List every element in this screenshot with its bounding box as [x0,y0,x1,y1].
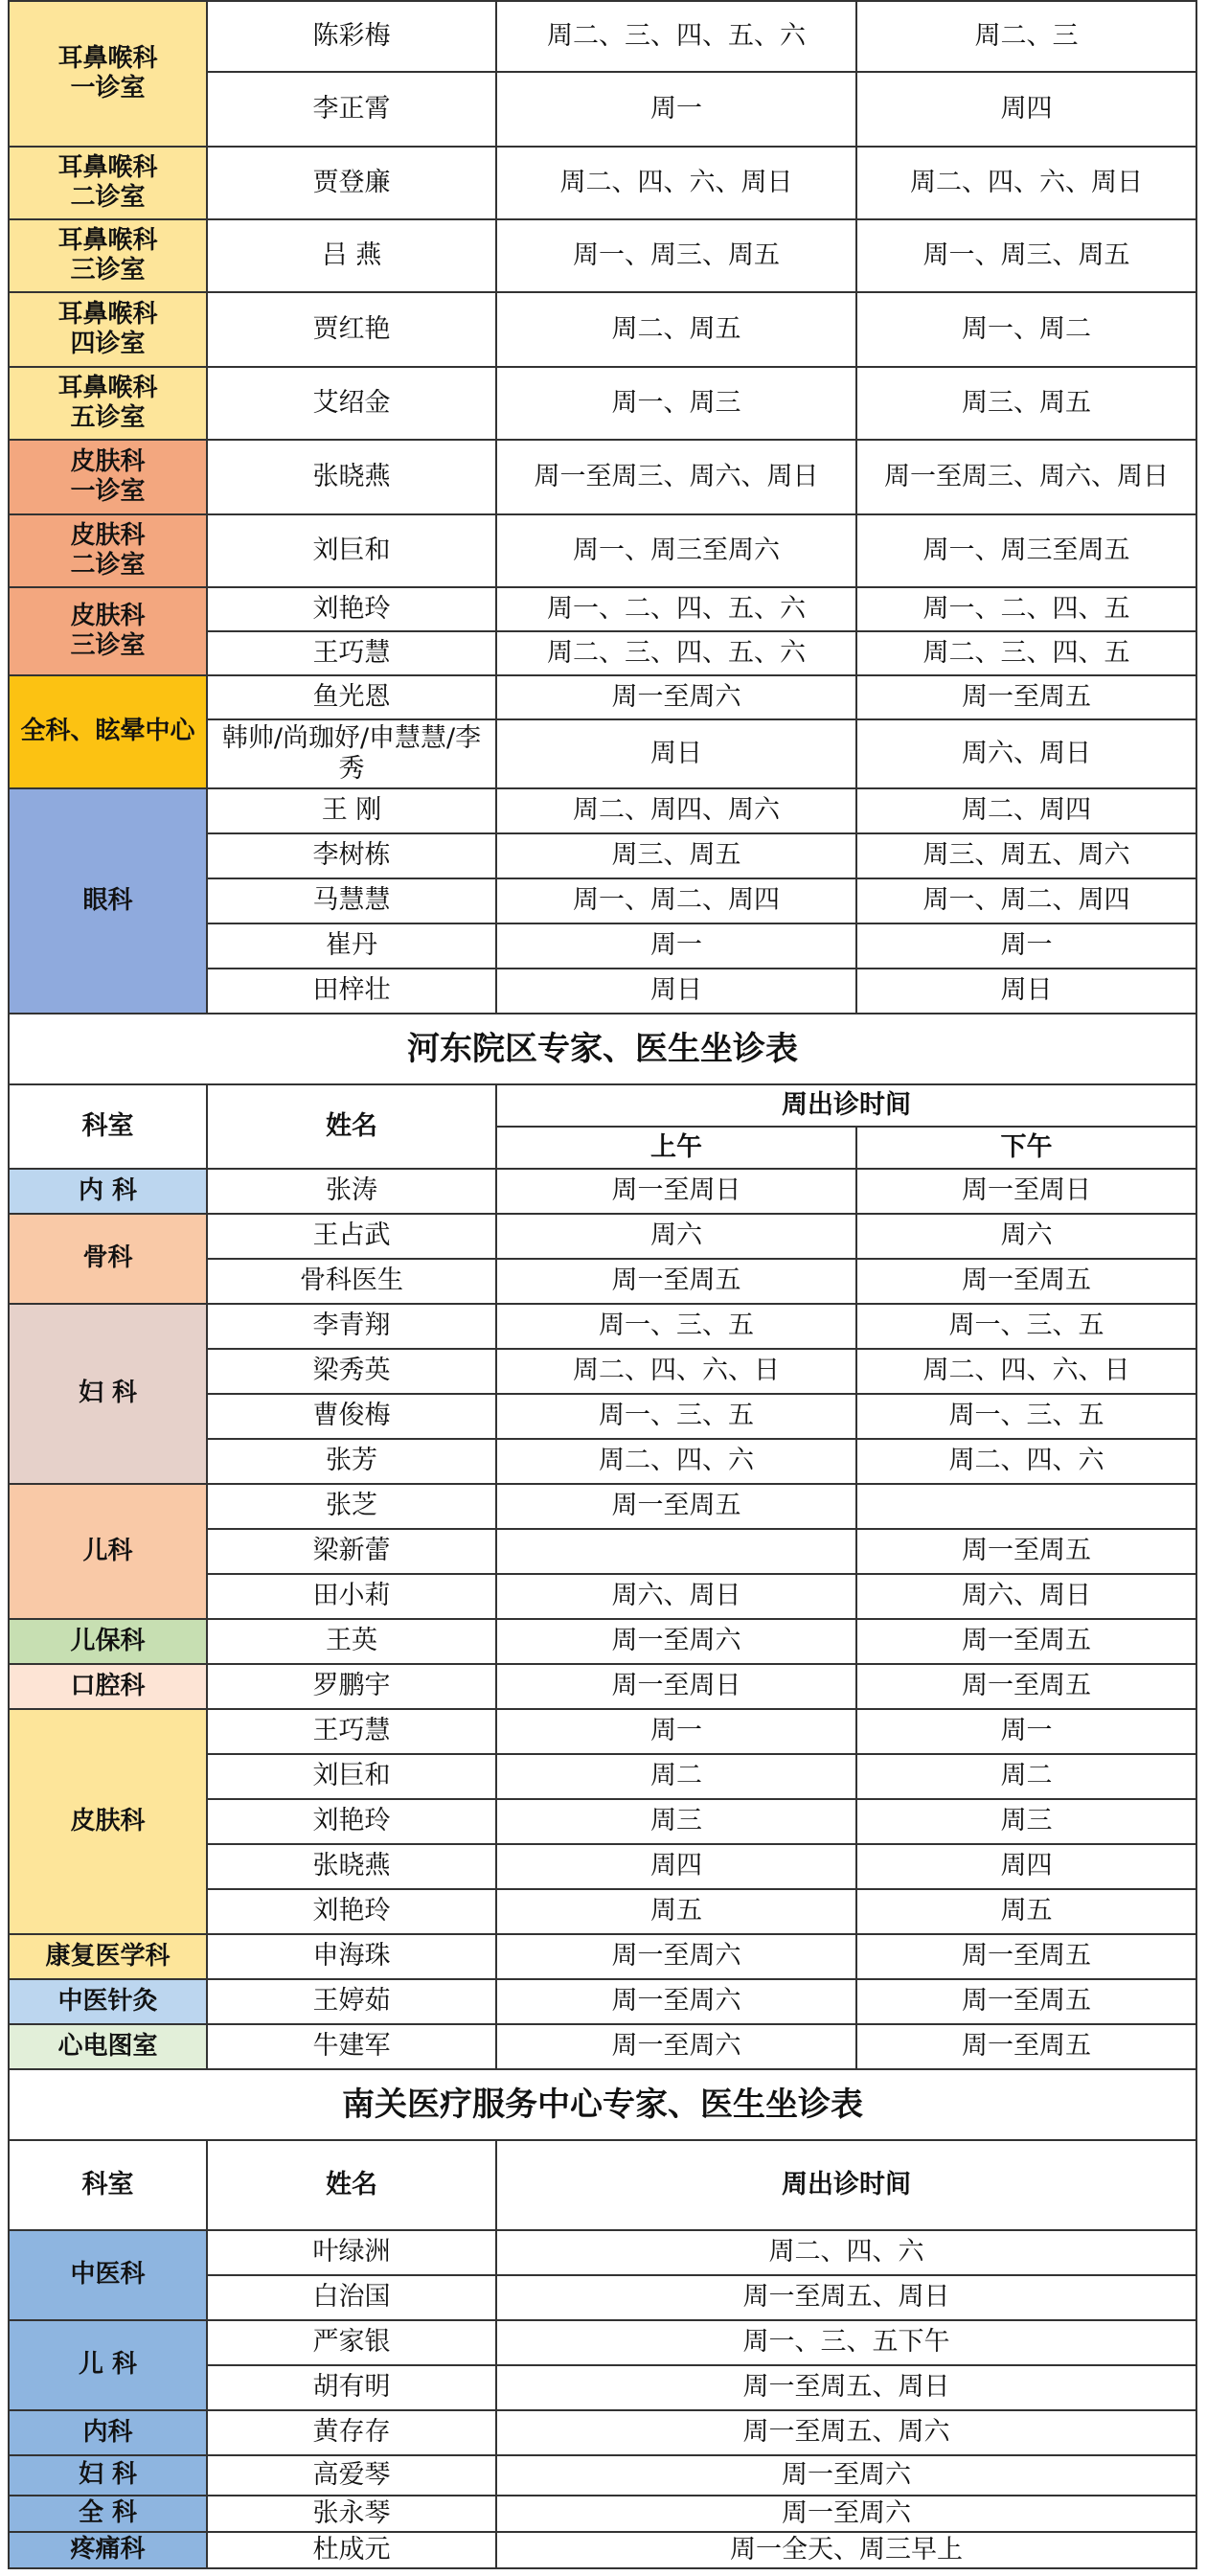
table-row [9,2410,1196,2455]
am-schedule: 周四 [496,1844,856,1889]
pm-schedule: 周二、周四 [856,788,1196,833]
am-schedule: 周一至周六 [496,1979,856,2024]
doctor-name: 张涛 [207,1169,496,1214]
dept-cell: 耳鼻喉科 二诊室 [9,147,207,219]
doctor-name: 贾登廉 [207,147,496,219]
doctor-name: 白治国 [207,2275,496,2320]
schedule: 周一全天、周三早上 [496,2532,1196,2568]
am-schedule: 周二、周五 [496,292,856,367]
pm-schedule: 周六 [856,1214,1196,1259]
am-schedule: 周一 [496,72,856,147]
doctor-name: 王巧慧 [207,1709,496,1754]
doctor-name: 曹俊梅 [207,1394,496,1439]
dept-cell: 儿科 [9,1484,207,1619]
dept-cell: 内科 [9,2410,207,2455]
dept-cell: 眼科 [9,788,207,1014]
doctor-name: 吕 燕 [207,219,496,292]
pm-schedule: 周一至周五 [856,1934,1196,1979]
dept-cell: 中医针灸 [9,1979,207,2024]
table-row [9,440,1196,514]
table-row [9,788,1196,833]
am-schedule: 周二、四、六、日 [496,1349,856,1394]
am-schedule: 周二、周四、周六 [496,788,856,833]
am-schedule: 周一、周三至周六 [496,514,856,587]
pm-schedule: 周一、周二、周四 [856,878,1196,923]
header-time: 周出诊时间 [496,1084,1196,1127]
pm-schedule: 周一至周五 [856,1529,1196,1574]
dept-cell: 耳鼻喉科 一诊室 [9,1,207,147]
table-row [9,1,1196,72]
doctor-name: 王巧慧 [207,631,496,675]
pm-schedule: 周二、四、六、周日 [856,147,1196,219]
doctor-name: 申海珠 [207,1934,496,1979]
table-row [9,1664,1196,1709]
pm-schedule: 周一至周三、周六、周日 [856,440,1196,514]
am-schedule: 周二、四、六 [496,1439,856,1484]
doctor-name: 李青翔 [207,1304,496,1349]
doctor-name: 张永琴 [207,2496,496,2532]
doctor-name: 梁秀英 [207,1349,496,1394]
pm-schedule: 周一至周五 [856,675,1196,719]
pm-schedule: 周二 [856,1754,1196,1799]
dept-cell: 皮肤科 二诊室 [9,514,207,587]
am-schedule: 周一至周六 [496,1619,856,1664]
pm-schedule: 周一、三、五 [856,1394,1196,1439]
doctor-name: 王占武 [207,1214,496,1259]
pm-schedule: 周一、周三、周五 [856,219,1196,292]
doctor-name: 张晓燕 [207,1844,496,1889]
pm-schedule: 周二、三 [856,1,1196,72]
doctor-name: 陈彩梅 [207,1,496,72]
dept-cell: 耳鼻喉科 五诊室 [9,367,207,440]
am-schedule: 周二、三、四、五、六 [496,1,856,72]
doctor-name: 王英 [207,1619,496,1664]
doctor-name: 刘艳玲 [207,587,496,631]
doctor-name: 鱼光恩 [207,675,496,719]
doctor-name: 严家银 [207,2320,496,2365]
header-time: 周出诊时间 [496,2140,1196,2230]
am-schedule: 周一至周六 [496,2024,856,2069]
pm-schedule: 周五 [856,1889,1196,1934]
dept-cell: 全科、眩晕中心 [9,675,207,788]
table-row [9,292,1196,367]
am-schedule: 周一、周二、周四 [496,878,856,923]
am-schedule: 周三 [496,1799,856,1844]
dept-cell: 耳鼻喉科 四诊室 [9,292,207,367]
pm-schedule: 周一至周五 [856,1664,1196,1709]
pm-schedule: 周一至周五 [856,1619,1196,1664]
doctor-name: 马慧慧 [207,878,496,923]
doctor-name: 崔丹 [207,923,496,969]
table-row [9,1214,1196,1259]
table-row [9,147,1196,219]
am-schedule: 周日 [496,969,856,1014]
header-dept: 科室 [9,2140,207,2230]
section-title-row [9,2069,1196,2140]
section-title: 南关医疗服务中心专家、医生坐诊表 [9,2069,1196,2140]
doctor-name: 张晓燕 [207,440,496,514]
doctor-name: 骨科医生 [207,1259,496,1304]
pm-schedule: 周一、周三至周五 [856,514,1196,587]
section-title-row [9,1014,1196,1084]
doctor-name: 李正霄 [207,72,496,147]
pm-schedule: 周一至周五 [856,2024,1196,2069]
header-name: 姓名 [207,1084,496,1169]
am-schedule: 周六、周日 [496,1574,856,1619]
doctor-name: 杜成元 [207,2532,496,2568]
dept-cell: 皮肤科 [9,1709,207,1934]
am-schedule: 周六 [496,1214,856,1259]
doctor-name: 王 刚 [207,788,496,833]
section-title: 河东院区专家、医生坐诊表 [9,1014,1196,1084]
table-row [9,514,1196,587]
dept-cell: 妇 科 [9,2455,207,2496]
doctor-name: 张芝 [207,1484,496,1529]
dept-cell: 全 科 [9,2496,207,2532]
table-row [9,1484,1196,1529]
pm-schedule: 周二、四、六 [856,1439,1196,1484]
table-row [9,219,1196,292]
schedule: 周一至周六 [496,2496,1196,2532]
am-schedule: 周一至周五 [496,1484,856,1529]
am-schedule: 周一至周五 [496,1259,856,1304]
pm-schedule: 周二、三、四、五 [856,631,1196,675]
table-row [9,1619,1196,1664]
table-row [9,2496,1196,2532]
am-schedule: 周二、四、六、周日 [496,147,856,219]
doctor-name: 韩帅/尚珈妤/申慧慧/李秀 [207,719,496,788]
header-am: 上午 [496,1127,856,1169]
header-row [9,2140,1196,2230]
dept-cell: 疼痛科 [9,2532,207,2568]
doctor-name: 王婷茹 [207,1979,496,2024]
schedule: 周一至周六 [496,2455,1196,2496]
am-schedule: 周一至周日 [496,1664,856,1709]
pm-schedule: 周一、三、五 [856,1304,1196,1349]
schedule-table [8,0,1197,2569]
am-schedule: 周一至周六 [496,1934,856,1979]
pm-schedule: 周一、周二 [856,292,1196,367]
dept-cell: 内 科 [9,1169,207,1214]
table-row [9,1934,1196,1979]
am-schedule: 周一、周三 [496,367,856,440]
dept-cell: 儿保科 [9,1619,207,1664]
am-schedule: 周一至周六 [496,675,856,719]
am-schedule: 周五 [496,1889,856,1934]
am-schedule: 周一 [496,1709,856,1754]
table-row [9,1169,1196,1214]
dept-cell: 耳鼻喉科 三诊室 [9,219,207,292]
am-schedule: 周一 [496,923,856,969]
am-schedule: 周一、三、五 [496,1304,856,1349]
doctor-name: 艾绍金 [207,367,496,440]
table-row [9,2455,1196,2496]
doctor-name: 叶绿洲 [207,2230,496,2275]
table-row [9,587,1196,631]
dept-cell: 儿 科 [9,2320,207,2410]
doctor-name: 田梓壮 [207,969,496,1014]
am-schedule: 周一、三、五 [496,1394,856,1439]
pm-schedule: 周六、周日 [856,719,1196,788]
header-pm: 下午 [856,1127,1196,1169]
pm-schedule: 周一 [856,923,1196,969]
dept-cell: 皮肤科 一诊室 [9,440,207,514]
doctor-name: 刘巨和 [207,514,496,587]
doctor-name: 高爱琴 [207,2455,496,2496]
dept-cell: 中医科 [9,2230,207,2320]
pm-schedule: 周三 [856,1799,1196,1844]
table-row [9,2320,1196,2365]
doctor-name: 贾红艳 [207,292,496,367]
doctor-name: 黄存存 [207,2410,496,2455]
am-schedule [496,1529,856,1574]
table-row [9,2230,1196,2275]
dept-cell: 口腔科 [9,1664,207,1709]
doctor-name: 梁新蕾 [207,1529,496,1574]
table-row [9,1709,1196,1754]
schedule: 周一至周五、周日 [496,2365,1196,2410]
doctor-name: 胡有明 [207,2365,496,2410]
header-name: 姓名 [207,2140,496,2230]
dept-cell: 皮肤科 三诊室 [9,587,207,675]
doctor-name: 刘艳玲 [207,1799,496,1844]
table-row [9,2024,1196,2069]
am-schedule: 周日 [496,719,856,788]
am-schedule: 周一、周三、周五 [496,219,856,292]
table-row [9,675,1196,719]
table-row [9,1304,1196,1349]
am-schedule: 周二 [496,1754,856,1799]
schedule: 周一至周五、周日 [496,2275,1196,2320]
schedule: 周二、四、六 [496,2230,1196,2275]
doctor-name: 张芳 [207,1439,496,1484]
doctor-name: 刘艳玲 [207,1889,496,1934]
doctor-name: 牛建军 [207,2024,496,2069]
doctor-name: 田小莉 [207,1574,496,1619]
pm-schedule: 周一、二、四、五 [856,587,1196,631]
dept-cell: 康复医学科 [9,1934,207,1979]
pm-schedule: 周四 [856,1844,1196,1889]
pm-schedule: 周三、周五 [856,367,1196,440]
table-row [9,367,1196,440]
dept-cell: 心电图室 [9,2024,207,2069]
pm-schedule: 周一至周日 [856,1169,1196,1214]
schedule: 周一、三、五下午 [496,2320,1196,2365]
pm-schedule: 周四 [856,72,1196,147]
dept-cell: 妇 科 [9,1304,207,1484]
pm-schedule: 周日 [856,969,1196,1014]
dept-cell: 骨科 [9,1214,207,1304]
pm-schedule: 周三、周五、周六 [856,833,1196,878]
doctor-name: 刘巨和 [207,1754,496,1799]
schedule: 周一至周五、周六 [496,2410,1196,2455]
header-dept: 科室 [9,1084,207,1169]
doctor-name: 罗鹏宇 [207,1664,496,1709]
table-row [9,2532,1196,2568]
pm-schedule: 周一至周五 [856,1259,1196,1304]
doctor-name: 李树栋 [207,833,496,878]
table-row [9,1979,1196,2024]
pm-schedule: 周一 [856,1709,1196,1754]
am-schedule: 周二、三、四、五、六 [496,631,856,675]
am-schedule: 周一至周三、周六、周日 [496,440,856,514]
pm-schedule: 周二、四、六、日 [856,1349,1196,1394]
am-schedule: 周一至周日 [496,1169,856,1214]
pm-schedule [856,1484,1196,1529]
am-schedule: 周三、周五 [496,833,856,878]
pm-schedule: 周一至周五 [856,1979,1196,2024]
pm-schedule: 周六、周日 [856,1574,1196,1619]
am-schedule: 周一、二、四、五、六 [496,587,856,631]
header-row [9,1084,1196,1127]
